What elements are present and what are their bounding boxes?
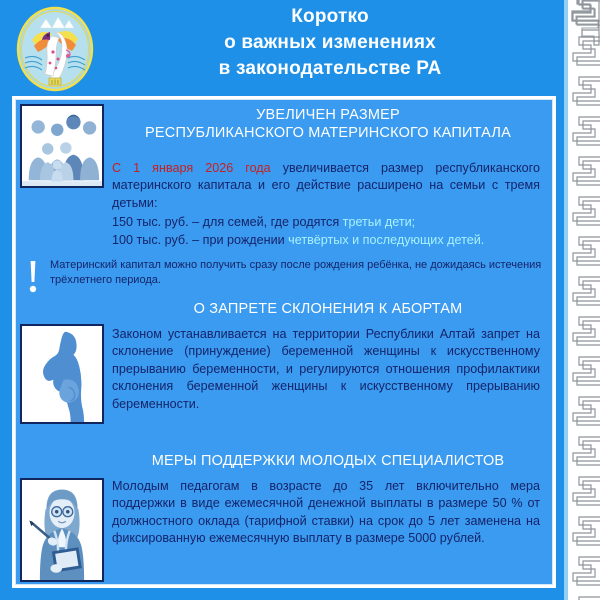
pregnant-woman-silhouette-icon <box>20 324 104 424</box>
section-3-heading-line-1: МЕРЫ ПОДДЕРЖКИ МОЛОДЫХ СПЕЦИАЛИСТОВ <box>151 453 505 469</box>
section-1-body <box>112 160 540 249</box>
page-title-line-2: о важных изменениях <box>224 32 436 53</box>
section-1-bullet-2-lead: 100 тыс. руб. – при рождении <box>112 232 289 247</box>
exclamation-icon <box>26 260 40 294</box>
section-2-paragraph: Законом устанавливается на территории Республики Алтай запрет на склонение (принуждение) беременной женщины к искусственному прерыванию беременности, и регулируются отношения профилактики склонения беременной женщины к искусственному прерыванию беременности. <box>112 327 540 411</box>
teacher-illustration-icon <box>20 478 104 582</box>
section-2-heading <box>112 300 544 318</box>
section-1-bullet-2-highlight: четвёртых и последующих детей. <box>288 232 485 247</box>
page-title <box>110 4 550 82</box>
maternity-capital-note-text: Материнский капитал можно получить сразу после рождения ребёнка, не дожидаясь истечения трёхлетнего периода. <box>50 259 542 286</box>
section-2-heading-line-1: О ЗАПРЕТЕ СКЛОНЕНИЯ К АБОРТАМ <box>193 301 463 317</box>
section-3-heading <box>112 452 544 470</box>
section-1-paragraph <box>112 160 540 212</box>
section-1-heading-line-1: УВЕЛИЧЕН РАЗМЕР <box>256 107 400 123</box>
section-1-heading-line-2: РЕСПУБЛИКАНСКОГО МАТЕРИНСКОГО КАПИТАЛА <box>145 125 511 141</box>
section-1-bullet-1-lead: 150 тыс. руб. – для семей, где родятся <box>112 215 343 230</box>
content-panel <box>12 96 556 588</box>
greek-meander-border <box>568 0 600 600</box>
page-title-line-3: в законодательстве РА <box>218 58 442 79</box>
section-1-bullet-2 <box>112 232 540 249</box>
section-1-heading <box>112 106 544 142</box>
section-1-bullet-1 <box>112 214 540 231</box>
page-title-line-1: Коротко <box>291 6 369 27</box>
altai-republic-coat-of-arms-icon <box>12 6 98 92</box>
section-1-paragraph-rest: увеличивается размер республиканского материнского капитала и его действие расширено на семьи с тремя детьми: <box>112 161 540 210</box>
maternity-capital-note <box>20 258 544 288</box>
family-illustration-icon <box>20 104 104 188</box>
poster-header <box>0 0 568 96</box>
section-1-bullet-1-highlight: третьи дети; <box>342 215 416 230</box>
section-3-paragraph: Молодым педагогам в возрасте до 35 лет включительно мера поддержки в виде ежемесячной денежной выплаты в размере 50 % от должностного оклада (тарифной ставки) на срок до 5 лет заменена на фиксированную ежемесячную выплату в размере 5000 рублей. <box>112 479 540 546</box>
section-1-date-highlight: С 1 января 2026 года <box>112 161 271 175</box>
section-1-bullets <box>112 214 540 249</box>
meander-pattern <box>568 0 600 600</box>
